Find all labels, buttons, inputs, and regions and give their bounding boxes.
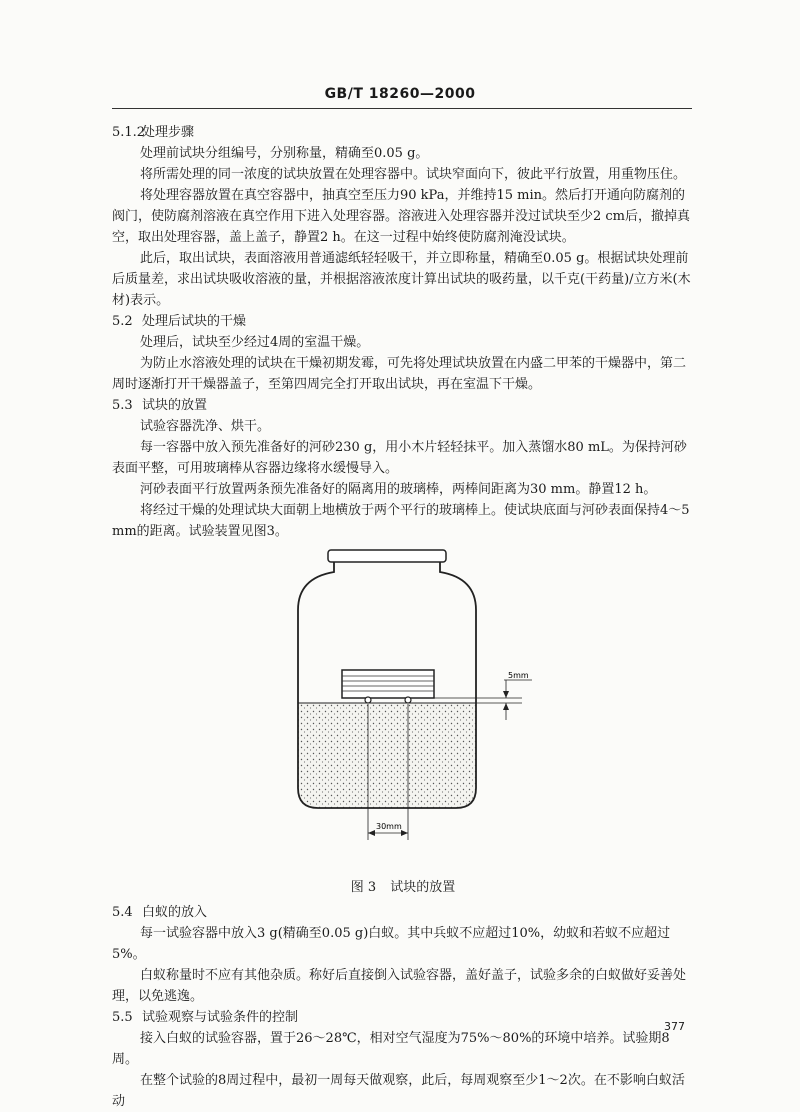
section-number: 5.3 [112,398,133,413]
section-title: 试验观察与试验条件的控制 [142,1010,299,1025]
page-number: 377 [664,1020,685,1033]
section-number: 5.5 [112,1010,133,1025]
page-header [0,86,800,102]
section-heading-5-2 [112,311,694,332]
standard-code: GB/T 18260—2000 [324,86,476,102]
paragraph: 此后，取出试块，表面溶液用普通滤纸轻轻吸干，并立即称量，精确至0.05 g。根据试块处理前后质量差，求出试块吸收溶液的量，并根据溶液浓度计算出试块的吸药量，以千克(干药量)/立方米(木材)表示。 [112,251,691,308]
header-rule [112,108,692,109]
dimension-gap-label: 5mm [508,671,529,680]
section-number: 5.1.2 [112,125,146,140]
section-heading-5-5 [112,1007,694,1028]
paragraph: 处理后，试块至少经过4周的室温干燥。 [140,335,370,350]
test-apparatus-diagram [282,548,542,848]
section-number: 5.4 [112,905,133,920]
section-title: 处理步骤 [142,125,195,140]
figure-label: 图 3 [350,880,377,895]
test-block [342,670,434,698]
section-heading-5-1-2 [112,122,694,143]
paragraph: 白蚁称量时不应有其他杂质。称好后直接倒入试验容器，盖好盖子，试验多余的白蚁做好妥善处理，以免逃逸。 [112,968,687,1004]
paragraph: 为防止水溶液处理的试块在干燥初期发霉，可先将处理试块放置在内盛二甲苯的干燥器中，第二周时逐渐打开干燥器盖子，至第四周完全打开取出试块，再在室温下干燥。 [112,356,687,392]
figure-caption [112,878,694,898]
river-sand [298,703,476,808]
section-title: 处理后试块的干燥 [142,314,247,329]
paragraph: 接入白蚁的试验容器，置于26～28℃，相对空气湿度为75%～80%的环境中培养。试验期8周。 [112,1031,670,1067]
document-body [112,122,694,1112]
paragraph: 每一容器中放入预先准备好的河砂230 g，用小木片轻轻抹平。加入蒸馏水80 mL。为保持河砂表面平整，可用玻璃棒从容器边缘将水缓慢导入。 [112,440,687,476]
paragraph: 在整个试验的8周过程中，最初一周每天做观察，此后，每周观察至少1～2次。在不影响白蚁活动 [112,1073,685,1109]
container-lid [328,550,446,562]
paragraph: 将经过干燥的处理试块大面朝上地横放于两个平行的玻璃棒上。使试块底面与河砂表面保持4～5 mm的距离。试验装置见图3。 [112,503,690,539]
dimension-width-label: 30mm [376,822,402,831]
glass-rod-left [365,697,371,703]
section-heading-5-3 [112,395,694,416]
paragraph: 河砂表面平行放置两条预先准备好的隔离用的玻璃棒，两棒间距离为30 mm。静置12 h。 [140,482,657,497]
figure-3 [112,548,694,878]
glass-rod-right [405,697,411,703]
section-title: 白蚁的放入 [142,905,208,920]
paragraph: 将所需处理的同一浓度的试块放置在处理容器中。试块窄面向下，彼此平行放置，用重物压住。 [140,167,687,182]
section-title: 试块的放置 [142,398,208,413]
section-number: 5.2 [112,314,133,329]
figure-title: 试块的放置 [390,880,456,895]
section-heading-5-4 [112,902,694,923]
paragraph: 每一试验容器中放入3 g(精确至0.05 g)白蚁。其中兵蚁不应超过10%，幼蚁和若蚁不应超过5%。 [112,926,671,962]
paragraph: 处理前试块分组编号，分别称量，精确至0.05 g。 [140,146,429,161]
paragraph: 将处理容器放置在真空容器中，抽真空至压力90 kPa，并维持15 min。然后打开通向防腐剂的阀门，使防腐剂溶液在真空作用下进入处理容器。溶液进入处理容器并没过试块至少2 cm后，撤掉真空，取出处理容器，盖上盖子，静置2 h。在这一过程中始终使防腐剂淹没试块。 [112,188,691,245]
paragraph: 试验容器洗净、烘干。 [140,419,271,434]
